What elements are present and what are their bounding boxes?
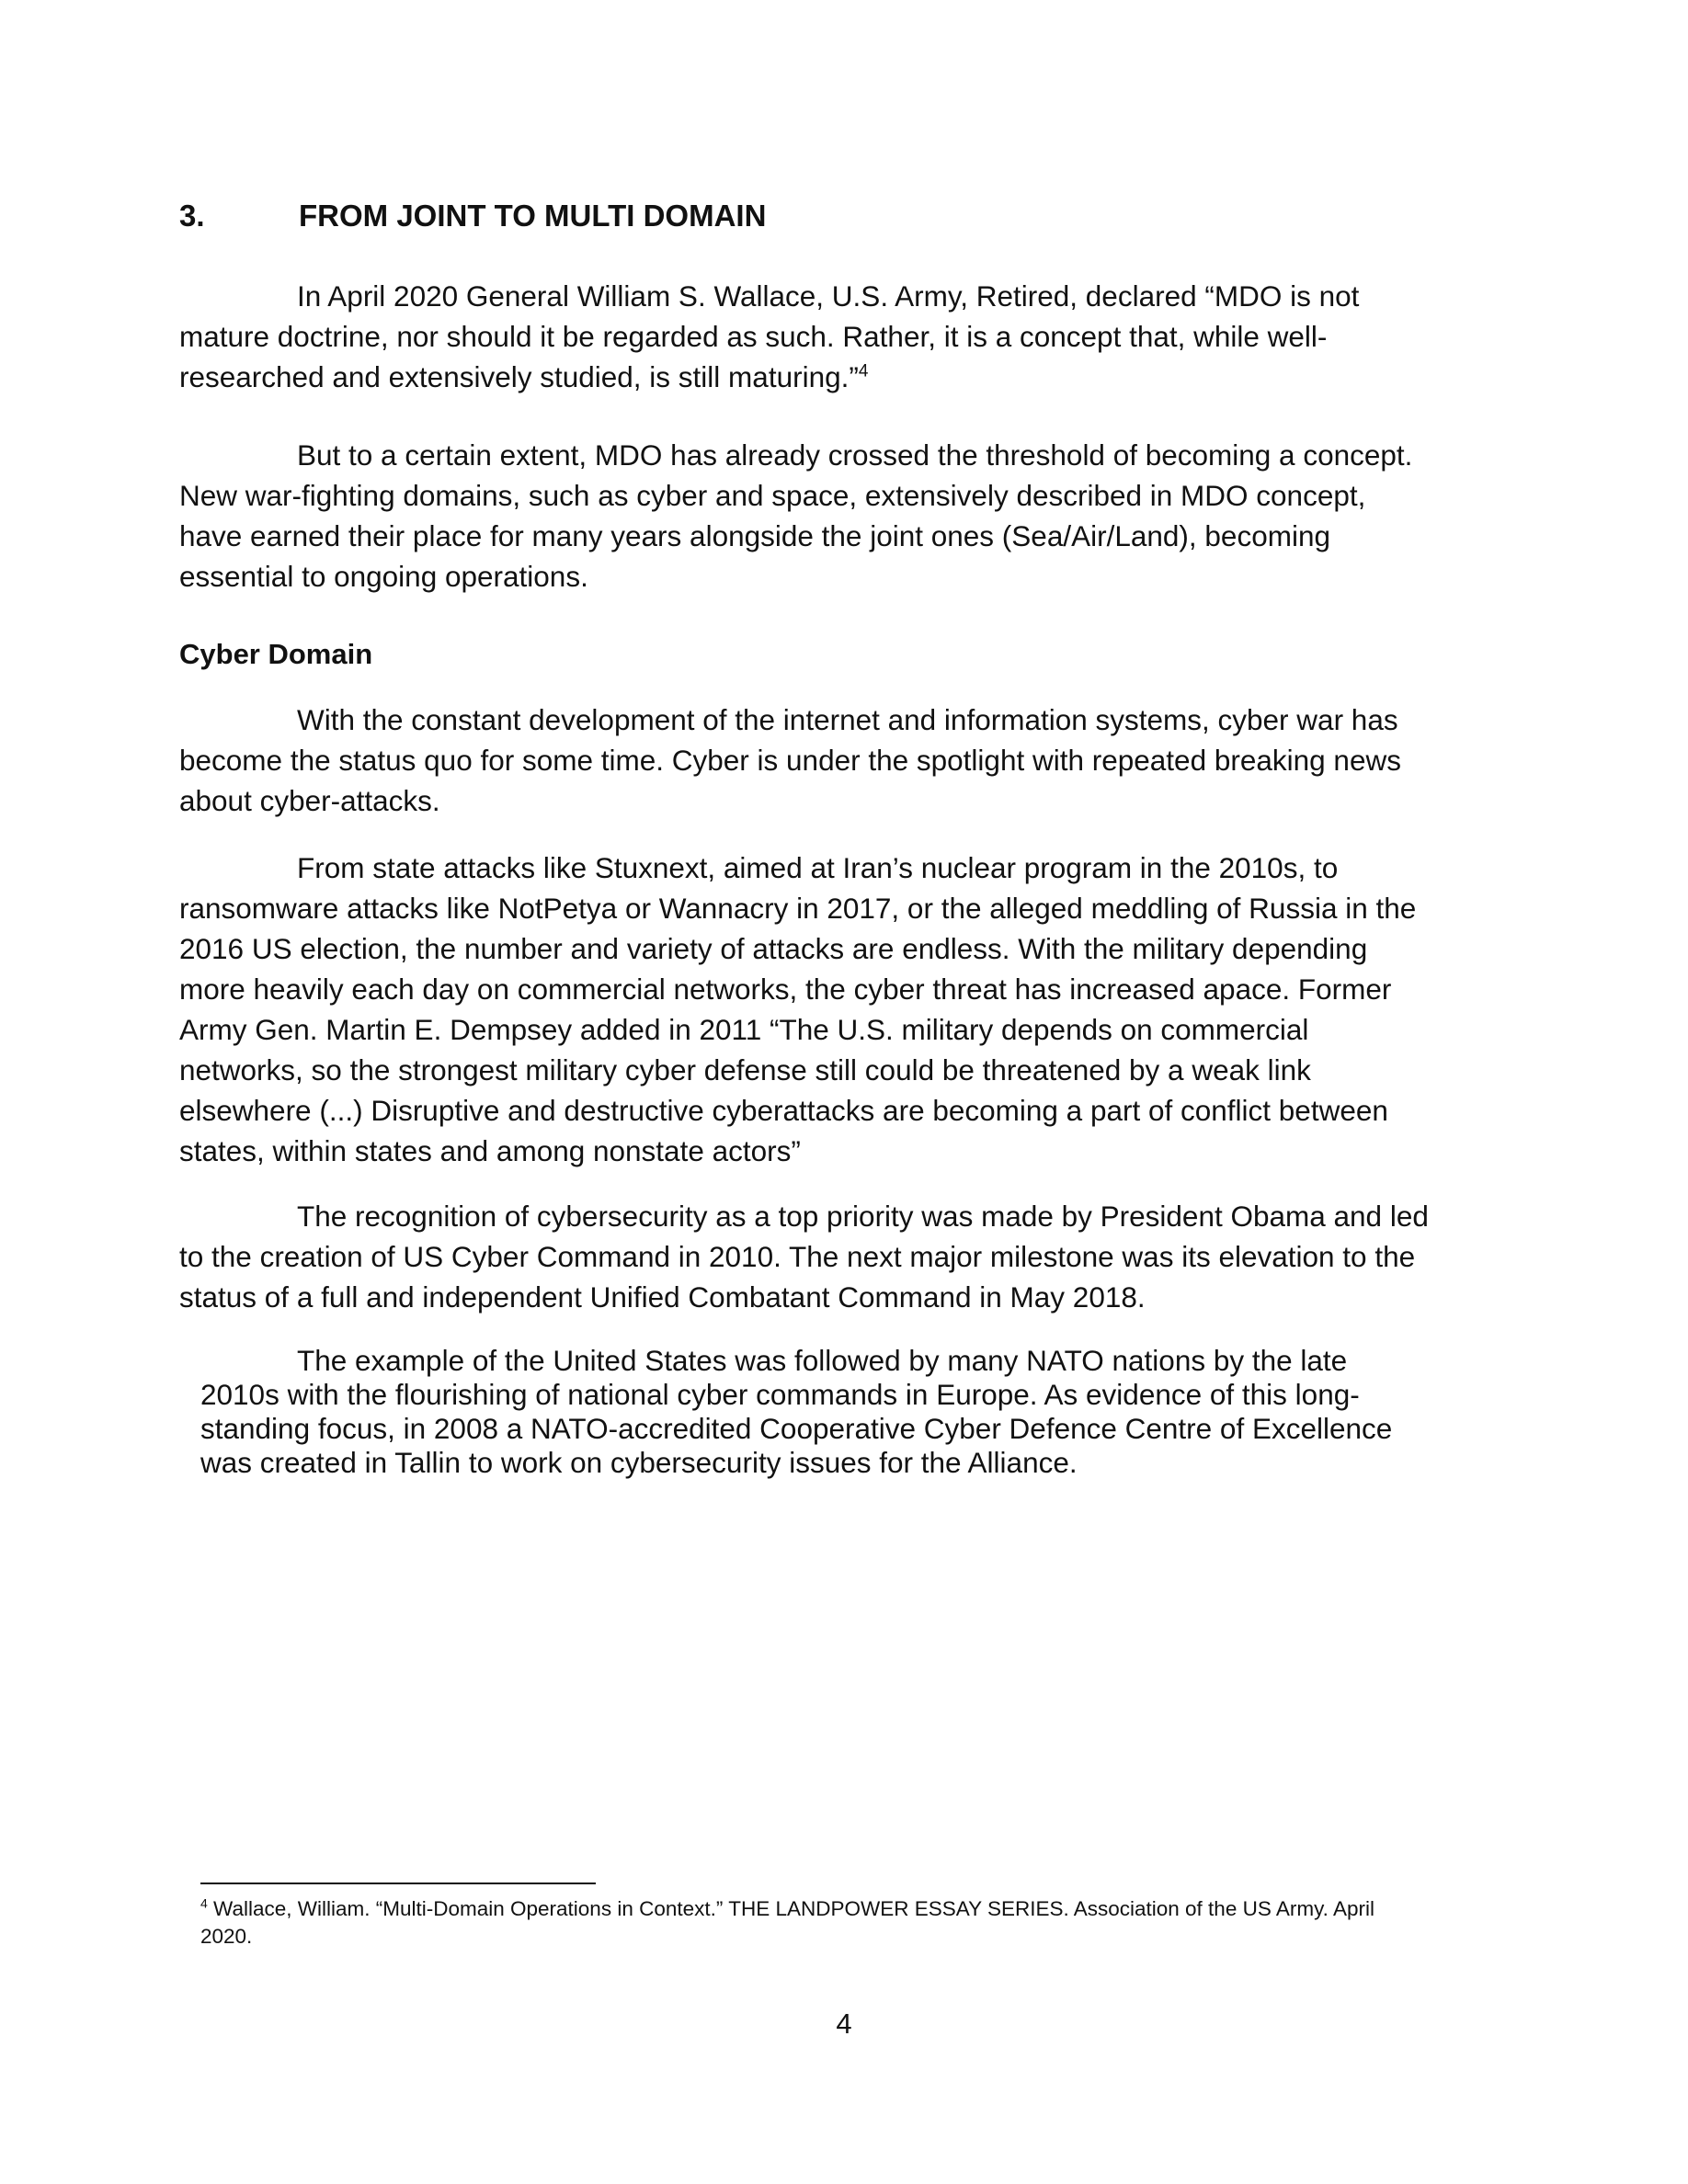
- text-line: Army Gen. Martin E. Dempsey added in 2011 “The U.S. military depends on commercial: [179, 1013, 1309, 1046]
- text-line: mature doctrine, nor should it be regarded as such. Rather, it is a concept that, while well-: [179, 320, 1328, 353]
- text-line: networks, so the strongest military cyber defense still could be threatened by a weak link: [179, 1053, 1311, 1086]
- text-line: 2010s with the flourishing of national cyber commands in Europe. As evidence of this long-: [200, 1378, 1360, 1411]
- text-line: essential to ongoing operations.: [179, 560, 588, 593]
- paragraph-nato-cyber: [200, 1344, 1392, 1480]
- page-number: 4: [836, 2008, 852, 2040]
- section-title: FROM JOINT TO MULTI DOMAIN: [299, 199, 767, 233]
- text-line: elsewhere (...) Disruptive and destructive cyberattacks are becoming a part of conflict between: [179, 1094, 1388, 1127]
- paragraph-cyber-command: [179, 1196, 1429, 1317]
- footnote-line: [200, 1895, 1374, 1923]
- text-line: [179, 357, 1359, 397]
- text-line: With the constant development of the internet and information systems, cyber war has: [297, 703, 1398, 736]
- text-line: The recognition of cybersecurity as a top priority was made by President Obama and led: [297, 1200, 1429, 1233]
- text-line: states, within states and among nonstate actors”: [179, 1134, 801, 1167]
- text-line: about cyber-attacks.: [179, 784, 440, 817]
- footnote-text: Wallace, William. “Multi-Domain Operations in Context.” THE LANDPOWER ESSAY SERIES. Association of the US Army. April: [207, 1897, 1374, 1920]
- section-number: 3.: [179, 199, 205, 233]
- footnote-marker: 4: [200, 1895, 208, 1911]
- paragraph-mdo-threshold: [179, 435, 1412, 597]
- text-line: 2016 US election, the number and variety of attacks are endless. With the military depending: [179, 932, 1368, 965]
- text-line: The example of the United States was followed by many NATO nations by the late: [297, 1344, 1348, 1377]
- text-line: standing focus, in 2008 a NATO-accredited Cooperative Cyber Defence Centre of Excellence: [200, 1412, 1393, 1445]
- subsection-heading: Cyber Domain: [179, 638, 373, 670]
- text-line: In April 2020 General William S. Wallace, U.S. Army, Retired, declared “MDO is not: [297, 279, 1360, 313]
- text-line: But to a certain extent, MDO has already crossed the threshold of becoming a concept.: [297, 438, 1413, 472]
- text-line-content: researched and extensively studied, is still maturing.”: [179, 360, 859, 393]
- footnote-separator: [200, 1883, 596, 1884]
- footnote: [200, 1895, 1374, 1951]
- text-line: From state attacks like Stuxnext, aimed at Iran’s nuclear program in the 2010s, to: [297, 851, 1339, 884]
- text-line: more heavily each day on commercial networks, the cyber threat has increased apace. Former: [179, 973, 1392, 1006]
- text-line: New war-fighting domains, such as cyber and space, extensively described in MDO concept,: [179, 479, 1366, 512]
- footnote-reference: 4: [858, 361, 869, 381]
- text-line: status of a full and independent Unified Combatant Command in May 2018.: [179, 1280, 1146, 1314]
- text-line: have earned their place for many years alongside the joint ones (Sea/Air/Land), becoming: [179, 519, 1330, 552]
- footnote-line: 2020.: [200, 1925, 253, 1948]
- paragraph-state-attacks: [179, 847, 1416, 1171]
- text-line: was created in Tallin to work on cybersecurity issues for the Alliance.: [200, 1446, 1078, 1479]
- section-heading: [179, 199, 766, 233]
- text-line: ransomware attacks like NotPetya or Wannacry in 2017, or the alleged meddling of Russia in the: [179, 892, 1417, 925]
- paragraph-cyber-war: [179, 700, 1401, 821]
- text-line: to the creation of US Cyber Command in 2010. The next major milestone was its elevation to the: [179, 1240, 1416, 1273]
- text-line: become the status quo for some time. Cyber is under the spotlight with repeated breaking news: [179, 744, 1401, 777]
- paragraph-mdo-quote: [179, 276, 1359, 397]
